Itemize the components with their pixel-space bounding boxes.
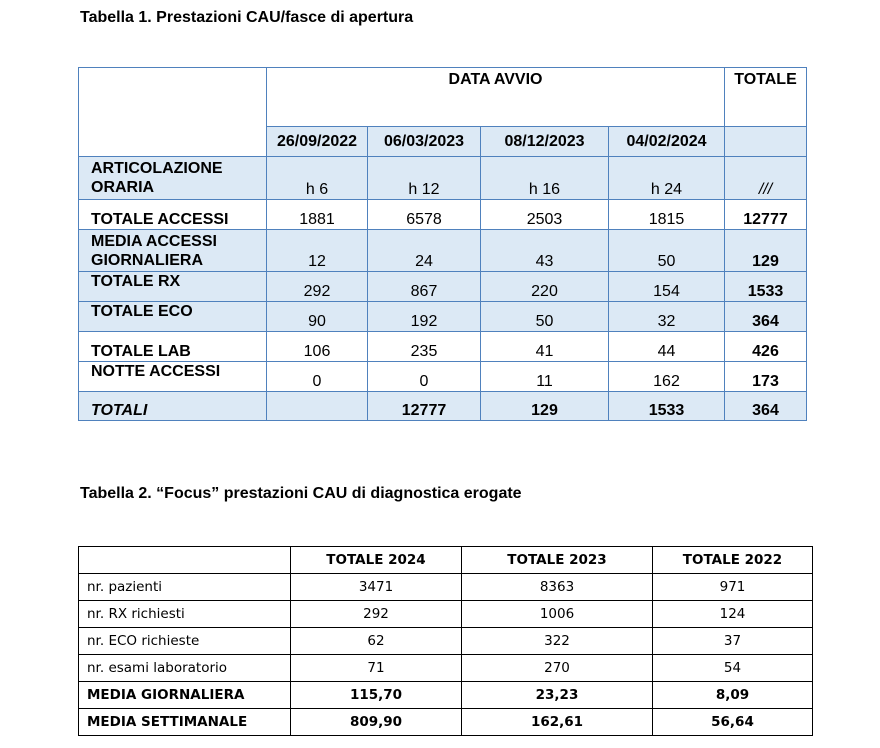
table2-cell: 62 bbox=[291, 628, 462, 655]
table1-cell: h 12 bbox=[368, 157, 481, 200]
table1-total-cell: 12777 bbox=[725, 200, 807, 230]
table1-row-label: TOTALE ECO bbox=[79, 302, 267, 332]
table2-cell: 54 bbox=[653, 655, 813, 682]
table2-cell: 8363 bbox=[462, 574, 653, 601]
table2-row-label: MEDIA GIORNALIERA bbox=[79, 682, 291, 709]
table2-header-cell: TOTALE 2024 bbox=[291, 547, 462, 574]
table1-totals-cell: 1533 bbox=[609, 392, 725, 421]
table1-cell: 2503 bbox=[481, 200, 609, 230]
table2-cell: 56,64 bbox=[653, 709, 813, 736]
table1-total-header: TOTALE bbox=[725, 68, 807, 127]
table1-row-label: TOTALE LAB bbox=[79, 332, 267, 362]
table2-cell: 71 bbox=[291, 655, 462, 682]
table2-title: Tabella 2. “Focus” prestazioni CAU di diagnostica erogate bbox=[80, 485, 522, 502]
table2-cell: 292 bbox=[291, 601, 462, 628]
table1-cell: h 16 bbox=[481, 157, 609, 200]
table1-cell: 6578 bbox=[368, 200, 481, 230]
table2-cell: 270 bbox=[462, 655, 653, 682]
table2-row-label: nr. RX richiesti bbox=[79, 601, 291, 628]
table2-header-cell: TOTALE 2022 bbox=[653, 547, 813, 574]
table2-cell: 809,90 bbox=[291, 709, 462, 736]
table1-cell: 24 bbox=[368, 230, 481, 272]
table1-cell: 12 bbox=[267, 230, 368, 272]
table1-totals-cell bbox=[267, 392, 368, 421]
table2-cell: 124 bbox=[653, 601, 813, 628]
table2-cell: 23,23 bbox=[462, 682, 653, 709]
table1-total-cell: 173 bbox=[725, 362, 807, 392]
table1-cell: 44 bbox=[609, 332, 725, 362]
table1-cell: 41 bbox=[481, 332, 609, 362]
table1-cell: 867 bbox=[368, 272, 481, 302]
table1-cell: 90 bbox=[267, 302, 368, 332]
table1-total-cell: 364 bbox=[725, 302, 807, 332]
table1-cell: 292 bbox=[267, 272, 368, 302]
label-line: GIORNALIERA bbox=[91, 251, 203, 269]
table1-totals-cell: 12777 bbox=[368, 392, 481, 421]
table1-totals-cell: 129 bbox=[481, 392, 609, 421]
label-line: ORARIA bbox=[91, 179, 155, 196]
label-line: ARTICOLAZIONE bbox=[91, 160, 223, 177]
table2-cell: 8,09 bbox=[653, 682, 813, 709]
table1-cell: 11 bbox=[481, 362, 609, 392]
table1-cell: 43 bbox=[481, 230, 609, 272]
table1 bbox=[78, 67, 807, 421]
table1-row-label: TOTALE ACCESSI bbox=[79, 200, 267, 230]
table1-row-label bbox=[79, 157, 267, 200]
table1-cell: 106 bbox=[267, 332, 368, 362]
table1-group-header: DATA AVVIO bbox=[267, 68, 725, 127]
table1-cell: 162 bbox=[609, 362, 725, 392]
table1-cell: 0 bbox=[267, 362, 368, 392]
table1-cell: 32 bbox=[609, 302, 725, 332]
table1-date-header: 26/09/2022 bbox=[267, 127, 368, 157]
table1-total-cell: 1533 bbox=[725, 272, 807, 302]
table1-row-label: NOTTE ACCESSI bbox=[79, 362, 267, 392]
table2-row-label: MEDIA SETTIMANALE bbox=[79, 709, 291, 736]
table1-date-header: 04/02/2024 bbox=[609, 127, 725, 157]
table1-row-label bbox=[79, 230, 267, 272]
table2-header-cell: TOTALE 2023 bbox=[462, 547, 653, 574]
table1-title: Tabella 1. Prestazioni CAU/fasce di apertura bbox=[80, 9, 414, 26]
table1-cell: h 6 bbox=[267, 157, 368, 200]
table2-cell: 37 bbox=[653, 628, 813, 655]
table1-cell: 0 bbox=[368, 362, 481, 392]
table1-cell: h 24 bbox=[609, 157, 725, 200]
table1-date-header: 06/03/2023 bbox=[368, 127, 481, 157]
table2-header-cell bbox=[79, 547, 291, 574]
table1-totals-label: TOTALI bbox=[79, 392, 267, 421]
table2-cell: 115,70 bbox=[291, 682, 462, 709]
table1-date-header: 08/12/2023 bbox=[481, 127, 609, 157]
table1-total-cell: /// bbox=[725, 157, 807, 200]
table1-cell: 50 bbox=[481, 302, 609, 332]
label-line: MEDIA ACCESSI bbox=[91, 232, 217, 250]
table2-row-label: nr. pazienti bbox=[79, 574, 291, 601]
table1-cell: 192 bbox=[368, 302, 481, 332]
table1-corner-cell bbox=[79, 68, 267, 157]
table1-cell: 1815 bbox=[609, 200, 725, 230]
table2-cell: 971 bbox=[653, 574, 813, 601]
table2-cell: 1006 bbox=[462, 601, 653, 628]
table2 bbox=[78, 546, 813, 736]
table1-empty-cell bbox=[725, 127, 807, 157]
table2-cell: 3471 bbox=[291, 574, 462, 601]
table1-cell: 220 bbox=[481, 272, 609, 302]
table1-cell: 154 bbox=[609, 272, 725, 302]
table2-cell: 322 bbox=[462, 628, 653, 655]
table1-total-cell: 426 bbox=[725, 332, 807, 362]
table2-cell: 162,61 bbox=[462, 709, 653, 736]
table1-cell: 235 bbox=[368, 332, 481, 362]
table2-row-label: nr. esami laboratorio bbox=[79, 655, 291, 682]
table1-row-label: TOTALE RX bbox=[79, 272, 267, 302]
table2-row-label: nr. ECO richieste bbox=[79, 628, 291, 655]
table1-totals-cell: 364 bbox=[725, 392, 807, 421]
table1-cell: 50 bbox=[609, 230, 725, 272]
table1-total-cell: 129 bbox=[725, 230, 807, 272]
table1-cell: 1881 bbox=[267, 200, 368, 230]
